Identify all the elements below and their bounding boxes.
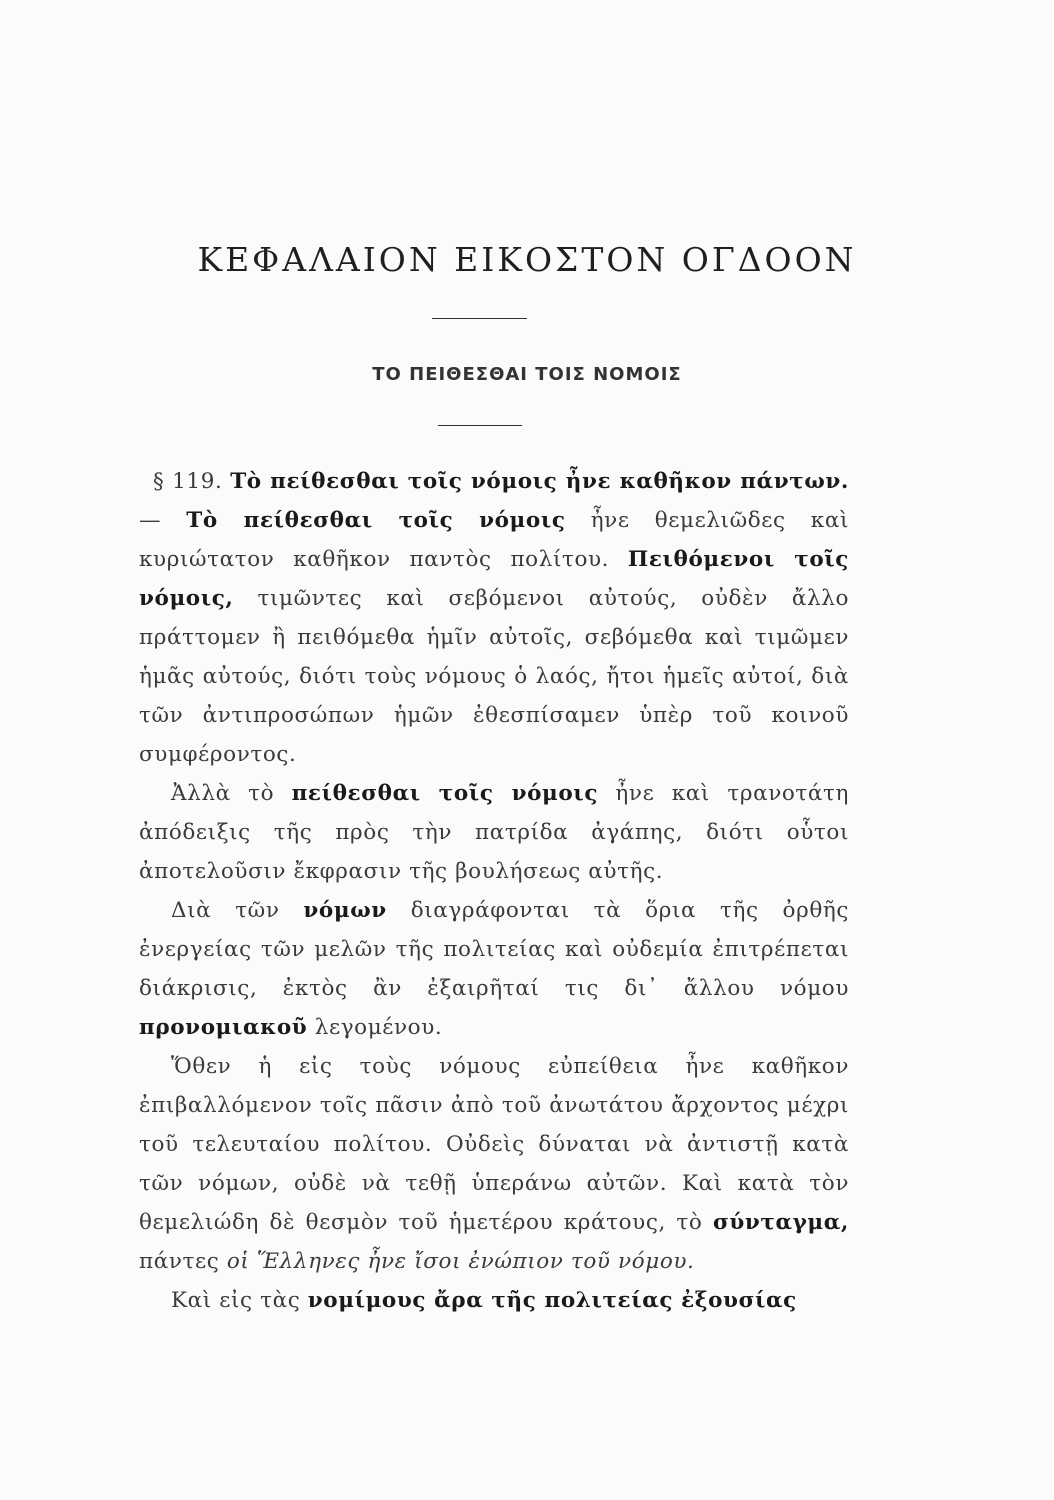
paragraph-section-119 [139, 462, 849, 774]
bottom-divider [438, 425, 522, 426]
top-divider [432, 318, 527, 319]
paragraph-text: ἦνε καὶ τρανοτάτη ἀπόδειξις τῆς πρὸς τὴν πατρίδα ἀγάπης, διότι οὗτοι ἀποτελοῦσιν ἔκφρασιν τῆς βουλήσεως αὐτῆς. [139, 781, 849, 884]
paragraph-text: πάντες [139, 1249, 227, 1274]
paragraph [139, 1047, 849, 1281]
bold-phrase: πείθεσθαι τοῖς νόμοις [291, 781, 599, 806]
paragraph-text: ἦνε θεμελιῶδες καὶ κυριώτατον καθῆκον παντὸς πολίτου. [139, 508, 849, 572]
paragraph [139, 1281, 849, 1320]
bold-phrase: Πειθόμενοι τοῖς νόμοις, [139, 547, 849, 611]
bold-phrase: σύνταγμα, [712, 1210, 849, 1235]
section-heading: Τὸ πείθεσθαι τοῖς νόμοις ἦνε καθῆκον πάντων. [230, 469, 849, 494]
italic-phrase: οἱ Ἕλληνες ἦνε ἴσοι ἐνώπιον τοῦ νόμου. [226, 1249, 695, 1274]
paragraph [139, 774, 849, 891]
chapter-subtitle: ΤΟ ΠΕΙΘΕΣΘΑΙ ΤΟΙΣ ΝΟΜΟΙΣ [372, 364, 682, 385]
paragraph-text: Διὰ τῶν [171, 898, 304, 923]
paragraph-text: Ὅθεν ἡ εἰς τοὺς νόμους εὐπείθεια ἦνε καθῆκον ἐπιβαλλόμενον τοῖς πᾶσιν ἀπὸ τοῦ ἀνωτάτου ἄρχοντος μέχρι τοῦ τελευταίου πολίτου. Οὐδεὶς δύναται νὰ ἀντιστῇ κατὰ τῶν νόμων, οὐδὲ νὰ τεθῇ ὑπεράνω αὐτῶν. Καὶ κατὰ τὸν θεμελιώδη δὲ θεσμὸν τοῦ ἡμετέρου κράτους, τὸ [139, 1054, 849, 1235]
paragraph [139, 891, 849, 1047]
bold-phrase: προνομιακοῦ [139, 1015, 308, 1040]
body-text [139, 462, 849, 1320]
chapter-title: ΚΕΦΑΛΑΙΟΝ ΕΙΚΟΣΤΟΝ ΟΓΔΟΟΝ [197, 240, 857, 279]
paragraph-text: Ἀλλὰ τὸ [171, 781, 292, 806]
paragraph-text: τιμῶντες καὶ σεβόμενοι αὐτούς, οὐδὲν ἄλλο πράττομεν ἢ πειθόμεθα ἡμῖν αὐτοῖς, σεβόμεθα καὶ τιμῶμεν ἡμᾶς αὐτούς, διότι τοὺς νόμους ὁ λαός, ἤτοι ἡμεῖς αὐτοί, διὰ τῶν ἀντιπροσώπων ἡμῶν ἐθεσπίσαμεν ὑπὲρ τοῦ κοινοῦ συμφέροντος. [139, 586, 849, 767]
bold-phrase: Τὸ πείθεσθαι τοῖς νόμοις [186, 508, 566, 533]
paragraph-text: λεγομένου. [307, 1015, 443, 1040]
heading-dash: — [139, 508, 187, 533]
paragraph-text: διαγράφονται τὰ ὅρια τῆς ὀρθῆς ἐνεργείας τῶν μελῶν τῆς πολιτείας καὶ οὐδεμία ἐπιτρέπεται διάκρισις, ἐκτὸς ἂν ἐξαιρῆταί τις δι᾿ ἄλλου νόμου [139, 898, 849, 1001]
paragraph-text: Καὶ εἰς τὰς [171, 1288, 308, 1313]
section-number: § 119. [153, 469, 223, 494]
bold-phrase: νομίμους ἄρα τῆς πολιτείας ἐξουσίας [307, 1288, 797, 1313]
bold-phrase: νόμων [303, 898, 387, 923]
